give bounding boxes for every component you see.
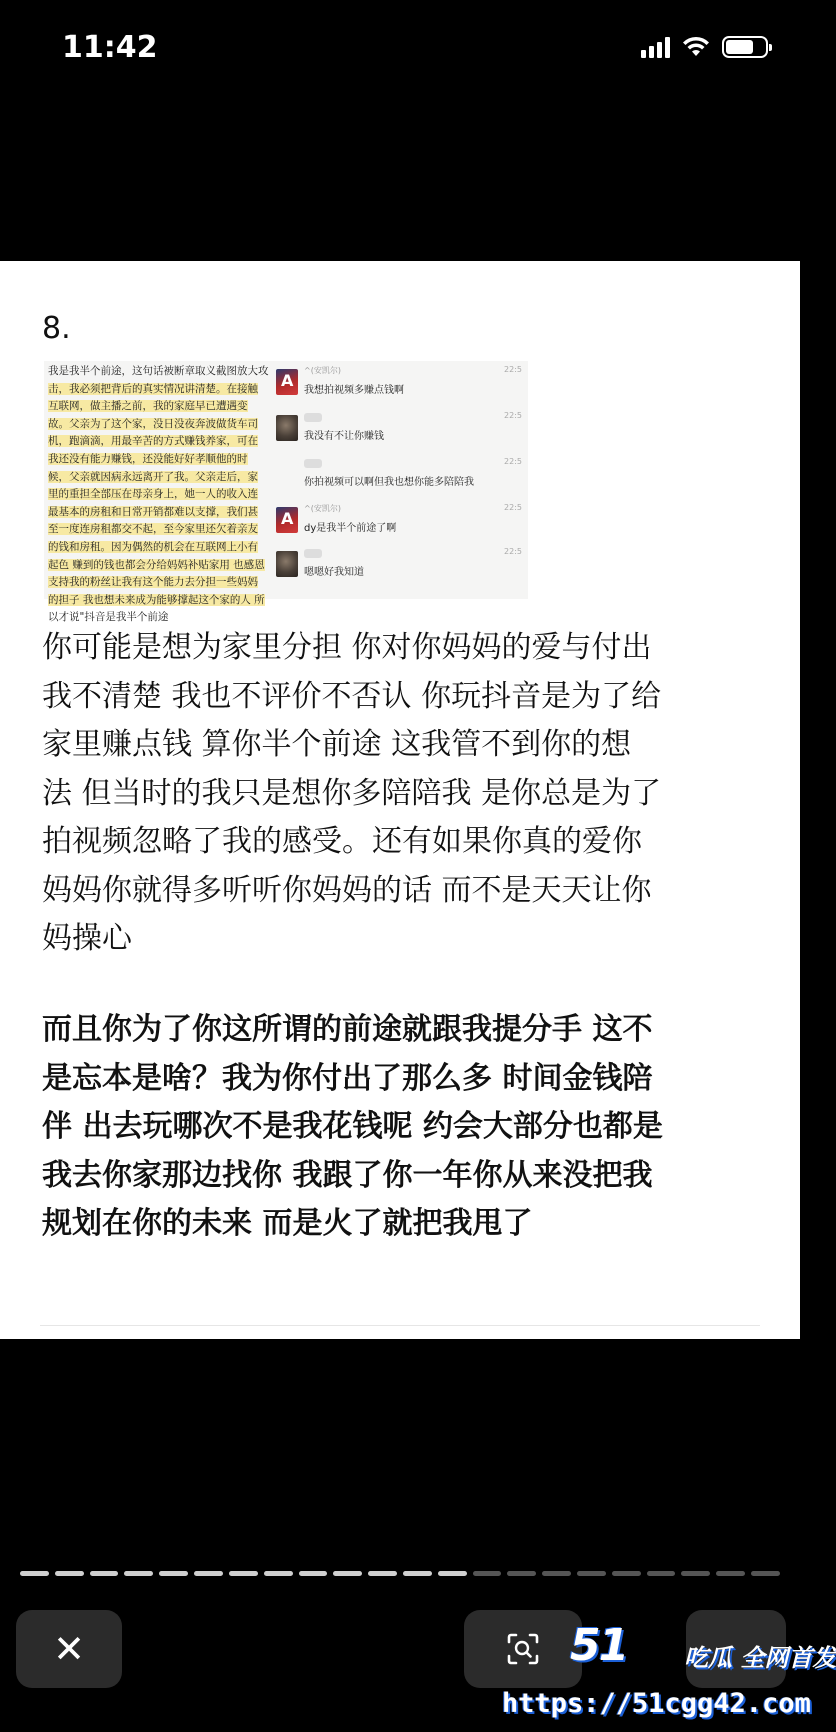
page-indicator-dash [124, 1571, 153, 1576]
watermark [500, 1618, 836, 1728]
page-indicator-dash [90, 1571, 119, 1576]
blurred-name [304, 549, 322, 558]
text-line: 妈操心 [42, 921, 132, 956]
blurred-name [304, 413, 322, 422]
chat-message-text: 我没有不让你赚钱 [304, 431, 384, 442]
page-indicator-dash [577, 1571, 606, 1576]
text-line: 家里赚点钱 算你半个前途 这我管不到你的想 [42, 727, 632, 762]
chat-message-row [274, 411, 528, 455]
page-indicator-dash [159, 1571, 188, 1576]
avatar: A [276, 369, 298, 395]
chat-message-text: dy是我半个前途了啊 [304, 523, 397, 534]
page-indicator-dash [20, 1571, 49, 1576]
page-indicator-dash [507, 1571, 536, 1576]
text-line: 你可能是想为家里分担 你对你妈妈的爱与付出 [42, 630, 652, 665]
chat-sender-name: ^(安凯尔) [304, 366, 341, 375]
avatar: A [276, 507, 298, 533]
page-indicator-dash [716, 1571, 745, 1576]
post-card [0, 261, 800, 1339]
embedded-text-line: 里的重担全部压在母亲身上，她一人的收入连 [48, 488, 258, 501]
page-indicator-dash [681, 1571, 710, 1576]
page-indicator-dash [647, 1571, 676, 1576]
embedded-text-line: 击，我必须把背后的真实情况讲清楚。在接触 [48, 382, 258, 395]
embedded-text-line: 的钱和房租。因为偶然的机会在互联网上小有 [48, 540, 258, 553]
page-indicator-dash [368, 1571, 397, 1576]
text-line: 我不清楚 我也不评价不否认 你玩抖音是为了给 [42, 678, 662, 714]
status-time: 11:42 [62, 30, 158, 65]
text-line: 而且你为了你这所谓的前途就跟我提分手 这不 [42, 1012, 653, 1047]
chat-timestamp: 22:5 [504, 365, 522, 374]
page-indicator-dash [264, 1571, 293, 1576]
chat-message-text: 你拍视频可以啊但我也想你能多陪陪我 [304, 477, 474, 488]
avatar [276, 551, 298, 577]
chat-message-row [274, 457, 528, 501]
chat-message-row [274, 503, 528, 547]
chat-message-row [274, 547, 528, 591]
embedded-text-line: 的担子 我也想未来成为能够撑起这个家的人 所 [48, 593, 265, 606]
chat-timestamp: 22:5 [504, 503, 522, 512]
text-line: 伴 出去玩哪次不是我花钱呢 约会大部分也都是 [42, 1109, 663, 1144]
battery-icon [722, 36, 768, 58]
embedded-text-line: 起色 赚到的钱也都会分给妈妈补贴家用 也感恩 [48, 558, 265, 571]
embedded-chat-log [274, 361, 528, 599]
page-indicator-dash [751, 1571, 780, 1576]
page-indicator-dash [229, 1571, 258, 1576]
divider [40, 1325, 760, 1326]
avatar [276, 415, 298, 441]
embedded-text-line: 互联网，做主播之前，我的家庭早已遭遇变 [48, 400, 248, 413]
embedded-text-line: 最基本的房租和日常开销都难以支撑，我们甚 [48, 505, 258, 518]
embedded-text-line: 候，父亲就因病永远离开了我。父亲走后，家 [48, 470, 258, 483]
watermark-url: https://51cgg42.com [502, 1688, 811, 1719]
page-indicator-dash [194, 1571, 223, 1576]
text-line: 我去你家那边找你 我跟了你一年你从来没把我 [42, 1157, 653, 1193]
wifi-icon [682, 36, 710, 58]
text-line: 是忘本是啥？我为你付出了那么多 时间金钱陪 [42, 1060, 653, 1096]
page-indicator-dash [299, 1571, 328, 1576]
body-paragraph-2 [42, 1006, 760, 1249]
embedded-statement-text [48, 363, 269, 624]
blurred-name [304, 459, 322, 468]
embedded-screenshot[interactable] [44, 361, 528, 624]
chat-timestamp: 22:5 [504, 411, 522, 420]
page-indicator [20, 1571, 780, 1577]
embedded-text-line: 以才说"抖音是我半个前途 [48, 611, 169, 624]
page-indicator-dash [333, 1571, 362, 1576]
chat-sender-name: ^(安凯尔) [304, 504, 341, 513]
embedded-text-line: 我还没有能力赚钱，还没能好好孝顺他的时 [48, 452, 248, 465]
body-paragraph-1 [42, 624, 760, 964]
embedded-text-line: 支持我的粉丝让我有这个能力去分担一些妈妈 [48, 576, 258, 589]
embedded-text-line: 我是我半个前途，这句话被断章取义截图放大攻 [48, 365, 269, 377]
embedded-text-line: 机，跑滴滴，用最辛苦的方式赚钱养家，可在 [48, 435, 258, 448]
embedded-text-line: 至一度连房租都交不起，至今家里还欠着亲友 [48, 523, 258, 536]
page-indicator-dash [438, 1571, 467, 1576]
status-icons [641, 36, 768, 58]
close-icon: ✕ [53, 1627, 85, 1671]
close-button[interactable] [16, 1610, 122, 1688]
cellular-signal-icon [641, 36, 670, 58]
watermark-logo: 51 [570, 1620, 628, 1671]
chat-message-text: 我想拍视频多赚点钱啊 [304, 385, 404, 396]
page-indicator-dash [473, 1571, 502, 1576]
page-indicator-dash [612, 1571, 641, 1576]
chat-message-row [274, 365, 528, 409]
watermark-tagline: 吃瓜 全网首发 [684, 1644, 836, 1672]
status-bar [0, 0, 800, 100]
page-indicator-dash [55, 1571, 84, 1576]
text-line: 规划在你的未来 而是火了就把我甩了 [42, 1206, 533, 1241]
page-indicator-dash [403, 1571, 432, 1576]
embedded-text-line: 故。父亲为了这个家，没日没夜奔波做货车司 [48, 417, 258, 430]
chat-message-text: 嗯嗯好我知道 [304, 567, 364, 578]
page-indicator-dash [542, 1571, 571, 1576]
item-number: 8. [42, 311, 71, 346]
chat-timestamp: 22:5 [504, 457, 522, 466]
text-line: 拍视频忽略了我的感受。还有如果你真的爱你 [42, 824, 642, 859]
text-line: 法 但当时的我只是想你多陪陪我 是你总是为了 [42, 775, 662, 811]
text-line: 妈妈你就得多听听你妈妈的话 而不是天天让你 [42, 872, 652, 908]
chat-timestamp: 22:5 [504, 547, 522, 556]
